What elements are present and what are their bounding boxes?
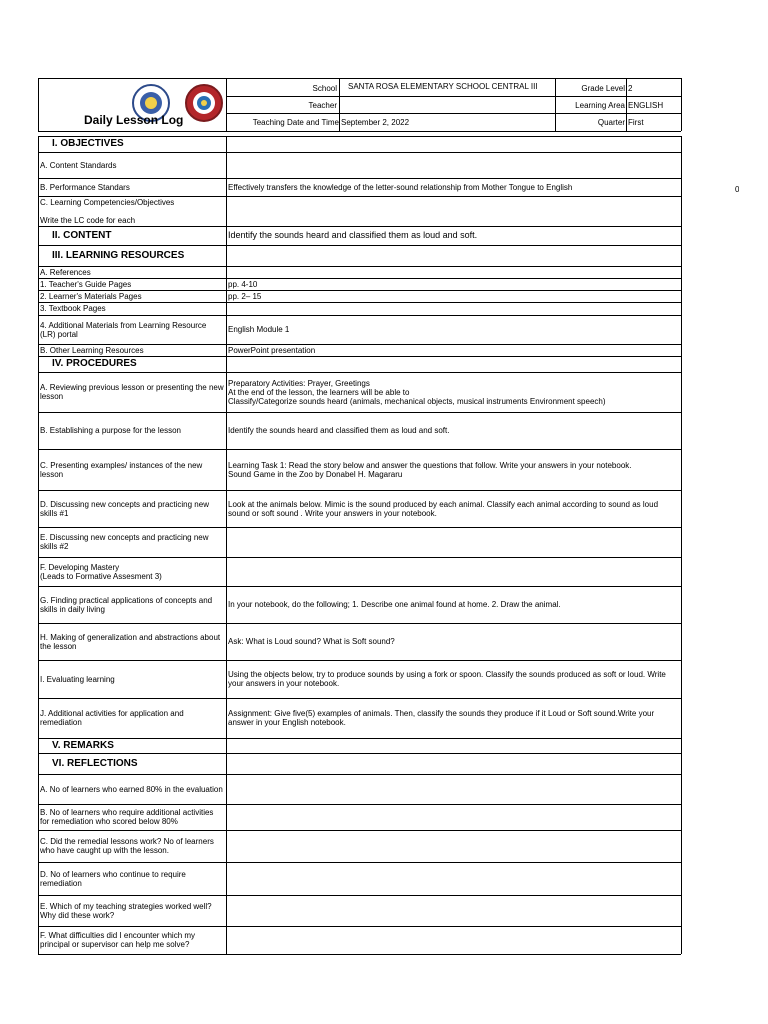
row-label: C. Learning Competencies/Objectives Write the LC code for each <box>40 197 175 225</box>
section-heading: I. OBJECTIVES <box>52 138 124 149</box>
row-content[interactable]: Learning Task 1: Read the story below and answer the questions that follow. Write your answers in your notebook. Sound Game in the Zoo by Donabel H. Magararu <box>228 460 632 479</box>
row-content[interactable]: Identify the sounds heard and classified them as loud and soft. <box>228 426 450 435</box>
header-left-border <box>38 78 39 131</box>
row-content[interactable] <box>228 926 679 954</box>
quarter-label: Quarter <box>597 118 625 127</box>
row-content[interactable]: pp. 4-10 <box>228 279 258 289</box>
area-value[interactable]: ENGLISH <box>628 101 664 110</box>
row-content[interactable]: English Module 1 <box>228 325 290 334</box>
row-label: J. Additional activities for application and remediation <box>40 709 184 727</box>
row-label: A. Content Standards <box>40 160 117 170</box>
row-content[interactable] <box>228 774 679 804</box>
row-content[interactable] <box>228 136 679 152</box>
stray-mark: 0 <box>735 185 740 194</box>
row-label: I. Evaluating learning <box>40 674 115 684</box>
row-label: B. Establishing a purpose for the lesson <box>40 426 181 435</box>
section-heading: VI. REFLECTIONS <box>52 757 138 769</box>
row-label: E. Which of my teaching strategies worked well? Why did these work? <box>40 901 212 920</box>
row-label: 3. Textbook Pages <box>40 304 106 313</box>
row-label: F. What difficulties did I encounter which my principal or supervisor can help me solve? <box>40 931 196 949</box>
grade-label: Grade Level <box>581 84 625 93</box>
row-content[interactable]: pp. 2– 15 <box>228 291 262 301</box>
area-label: Learning Area <box>575 101 625 110</box>
row-label: 2. Learner's Materials Pages <box>40 291 142 301</box>
row-label: A. References <box>40 267 91 277</box>
row-content[interactable] <box>228 266 679 278</box>
row-label: F. Developing Mastery (Leads to Formative Assesment 3) <box>40 562 162 581</box>
table-right-border <box>681 136 682 954</box>
row-content[interactable] <box>228 753 679 774</box>
header-row-line <box>226 113 681 114</box>
row-content[interactable] <box>228 356 679 372</box>
school-label: School <box>312 84 337 93</box>
row-label: 1. Teacher's Guide Pages <box>40 279 132 289</box>
row-label: G. Finding practical applications of concepts and skills in daily living <box>40 595 213 614</box>
row-content[interactable]: Ask: What is Loud sound? What is Soft sound? <box>228 637 395 646</box>
row-label: C. Presenting examples/ instances of the new lesson <box>40 460 203 479</box>
row-content[interactable] <box>228 196 679 226</box>
table-row-line <box>38 954 681 955</box>
section-heading: II. CONTENT <box>52 229 112 241</box>
row-content[interactable]: Effectively transfers the knowledge of the letter-sound relationship from Mother Tongue to English <box>228 182 573 192</box>
section-heading: III. LEARNING RESOURCES <box>52 249 185 261</box>
header-top-border <box>38 78 681 79</box>
date-label: Teaching Date and Time <box>252 118 339 127</box>
teacher-label: Teacher <box>308 101 337 110</box>
header-right-border <box>681 78 682 131</box>
row-label: D. No of learners who continue to require remediation <box>40 869 186 888</box>
row-content[interactable] <box>228 527 679 557</box>
date-value[interactable]: September 2, 2022 <box>341 118 410 127</box>
row-content[interactable]: Identify the sounds heard and classified them as loud and soft. <box>228 230 478 240</box>
row-label: B. No of learners who require additional activities for remediation who scored below 80% <box>40 808 214 826</box>
division-seal-logo <box>185 84 223 122</box>
section-heading: V. REMARKS <box>52 739 114 751</box>
header-divider <box>339 78 340 131</box>
page-title: Daily Lesson Log <box>84 113 184 127</box>
row-content[interactable] <box>228 804 679 830</box>
row-content[interactable]: In your notebook, do the following; 1. Describe one animal found at home. 2. Draw the animal. <box>228 600 561 609</box>
row-content[interactable] <box>228 557 679 586</box>
header-divider <box>626 78 627 131</box>
grade-value[interactable]: 2 <box>628 84 633 93</box>
row-content[interactable] <box>228 895 679 926</box>
row-content[interactable] <box>228 830 679 862</box>
row-content[interactable] <box>228 152 679 178</box>
table-column-divider <box>226 136 227 954</box>
header-row-line <box>226 96 681 97</box>
row-content[interactable] <box>228 245 679 266</box>
row-label: E. Discussing new concepts and practicing new skills #2 <box>40 533 209 551</box>
row-content[interactable]: Using the objects below, try to produce sounds by using a fork or spoon. Classify the sounds produced as soft or loud. Write your answers in your notebook. <box>228 670 666 688</box>
school-value[interactable]: SANTA ROSA ELEMENTARY SCHOOL CENTRAL III <box>348 82 538 91</box>
row-label: A. No of learners who earned 80% in the evaluation <box>40 784 223 794</box>
row-content[interactable] <box>228 738 679 753</box>
row-label: B. Performance Standars <box>40 182 130 192</box>
row-label: D. Discussing new concepts and practicing new skills #1 <box>40 499 209 518</box>
section-heading: IV. PROCEDURES <box>52 358 137 369</box>
row-label: C. Did the remedial lessons work? No of learners who have caught up with the lesson. <box>40 837 214 855</box>
row-label: A. Reviewing previous lesson or presenting the new lesson <box>40 383 224 401</box>
row-label: 4. Additional Materials from Learning Resource (LR) portal <box>40 320 207 339</box>
row-content[interactable] <box>228 862 679 895</box>
header-bottom-border <box>38 131 681 132</box>
row-label: H. Making of generalization and abstractions about the lesson <box>40 632 221 651</box>
table-left-border <box>38 136 39 954</box>
row-content[interactable]: Look at the animals below. Mimic is the sound produced by each animal. Classify each animal according to sound as loud sound or soft sound . Write your answers in your notebook. <box>228 499 659 518</box>
quarter-value[interactable]: First <box>628 118 644 127</box>
row-content[interactable]: PowerPoint presentation <box>228 345 316 355</box>
row-label: B. Other Learning Resources <box>40 345 144 355</box>
row-content[interactable]: Assignment: Give five(5) examples of animals. Then, classify the sounds they produce if it Loud or Soft sound.Write your answer in your English notebook. <box>228 709 655 727</box>
row-content[interactable] <box>228 302 679 315</box>
row-content[interactable]: Preparatory Activities: Prayer, Greetings At the end of the lesson, the learners will be able to Classify/Categorize sounds heard (animals, mechanical objects, musical instruments Environment speech) <box>228 378 606 406</box>
